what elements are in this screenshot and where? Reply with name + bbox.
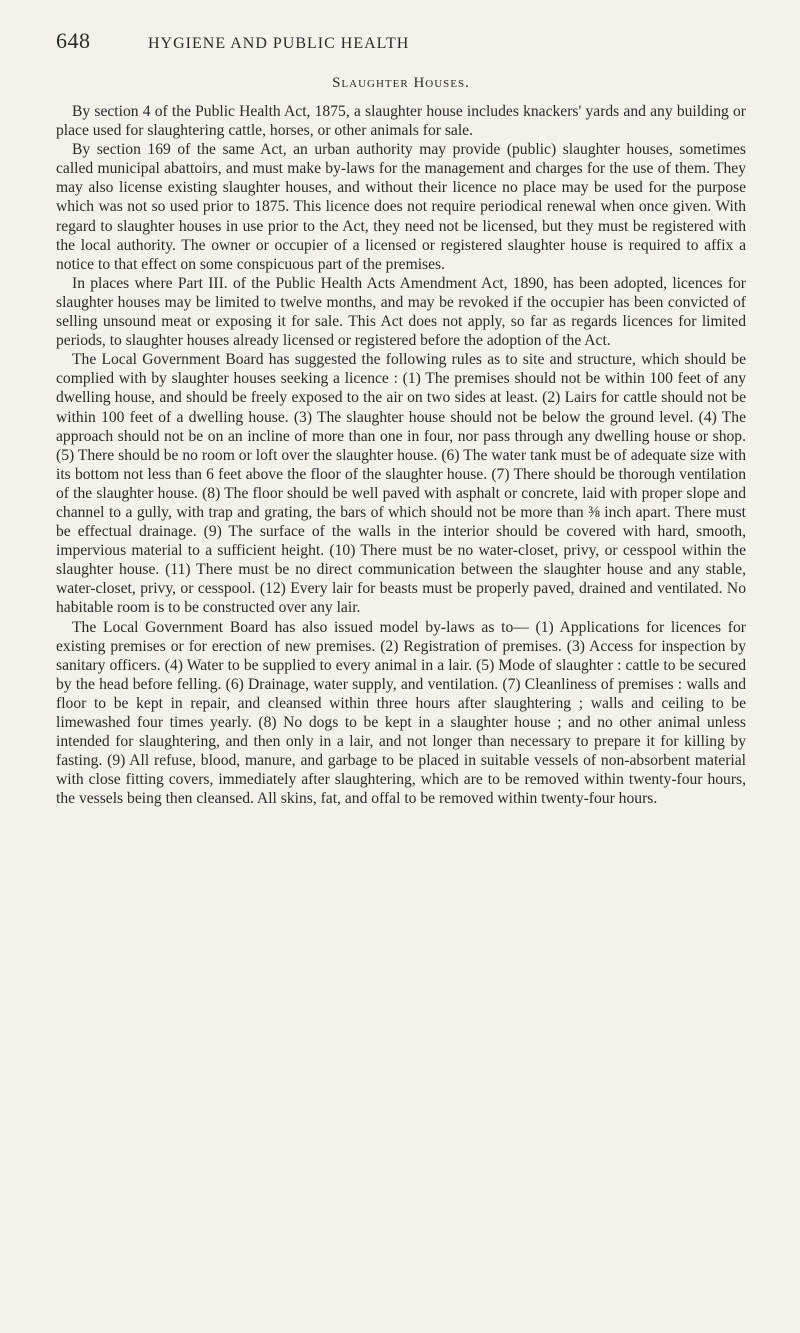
paragraph-urban-authority: By section 169 of the same Act, an urban authority may provide (public) slaughter houses, sometimes called municipal abattoirs, and must make by-laws for the management and charges for the use of them. They may also license existing slaughter houses, and without their licence no place may be used for the purpose which was not so used prior to 1875. This licence does not require periodical renewal when once given. With regard to slaughter houses in use prior to the Act, they need not be licensed, but they must be registered with the local authority. The owner or occupier of a licensed or registered slaughter house is required to affix a notice to that effect on some conspicuous part of the premises. [56,141,746,273]
paragraph-model-bylaws: The Local Government Board has also issued model by-laws as to— (1) Applications for licences for existing premises or for erection of new premises. (2) Registration of premises. (3) Access for inspection by sanitary officers. (4) Water to be supplied to every animal in a lair. (5) Mode of slaughter : cattle to be secured by the head before felling. (6) Drainage, water supply, and ventilation. (7) Cleanliness of premises : walls and floor to be kept in repair, and cleansed within three hours after slaughtering ; walls and ceiling to be limewashed four times yearly. (8) No dogs to be kept in a slaughter house ; and no other animal unless intended for slaughtering, and then only in a lair, and not longer than necessary to prepare it for killing by fasting. (9) All refuse, blood, manure, and garbage to be placed in suitable vessels of non-absorbent material with close fitting covers, immediately after slaughtering, which are to be removed within twenty-four hours, the vessels being then cleansed. All skins, fat, and offal to be removed within twenty-four hours. [56,618,746,808]
paragraph-amendment-act: In places where Part III. of the Public Health Acts Amendment Act, 1890, has been adopted, licences for slaughter houses may be limited to twelve months, and may be revoked if the occupier has been convicted of selling unsound meat or exposing it for sale. This Act does not apply, so far as regards licences for limited periods, to slaughter houses already licensed or registered before the adoption of the Act. [56,274,746,350]
section-heading: Slaughter Houses. [332,75,470,91]
running-head [56,28,746,58]
running-title: HYGIENE AND PUBLIC HEALTH [148,35,410,52]
paragraph-definition: By section 4 of the Public Health Act, 1875, a slaughter house includes knackers' yards and any building or place used for slaughtering cattle, horses, or other animals for sale. [56,103,746,140]
paragraph-site-structure-rules: The Local Government Board has suggested the following rules as to site and structure, which should be complied with by slaughter houses seeking a licence : (1) The premises should not be within 100 feet of any dwelling house, and should be freely exposed to the air on two sides at least. (2) Lairs for cattle should not be within 100 feet of a dwelling house. (3) The slaughter house should not be below the ground level. (4) The approach should not be on an incline of more than one in four, nor pass through any dwelling house or shop. (5) There should be no room or loft over the slaughter house. (6) The water tank must be of adequate size with its bottom not less than 6 feet above the floor of the slaughter house. (7) There should be thorough ventilation of the slaughter house. (8) The floor should be well paved with asphalt or concrete, laid with proper slope and channel to a gully, with trap and grating, the bars of which should not be more than ⅜ inch apart. There must be effectual drainage. (9) The surface of the walls in the interior should be covered with hard, smooth, impervious material to a sufficient height. (10) There must be no water-closet, privy, or cesspool within the slaughter house. (11) There must be no direct communication between the slaughter house and any stable, water-closet, privy, or cesspool. (12) Every lair for beasts must be properly paved, drained and ventilated. No habitable room is to be constructed over any lair. [56,351,746,617]
page-number: 648 [56,28,91,53]
body-text [56,102,746,808]
